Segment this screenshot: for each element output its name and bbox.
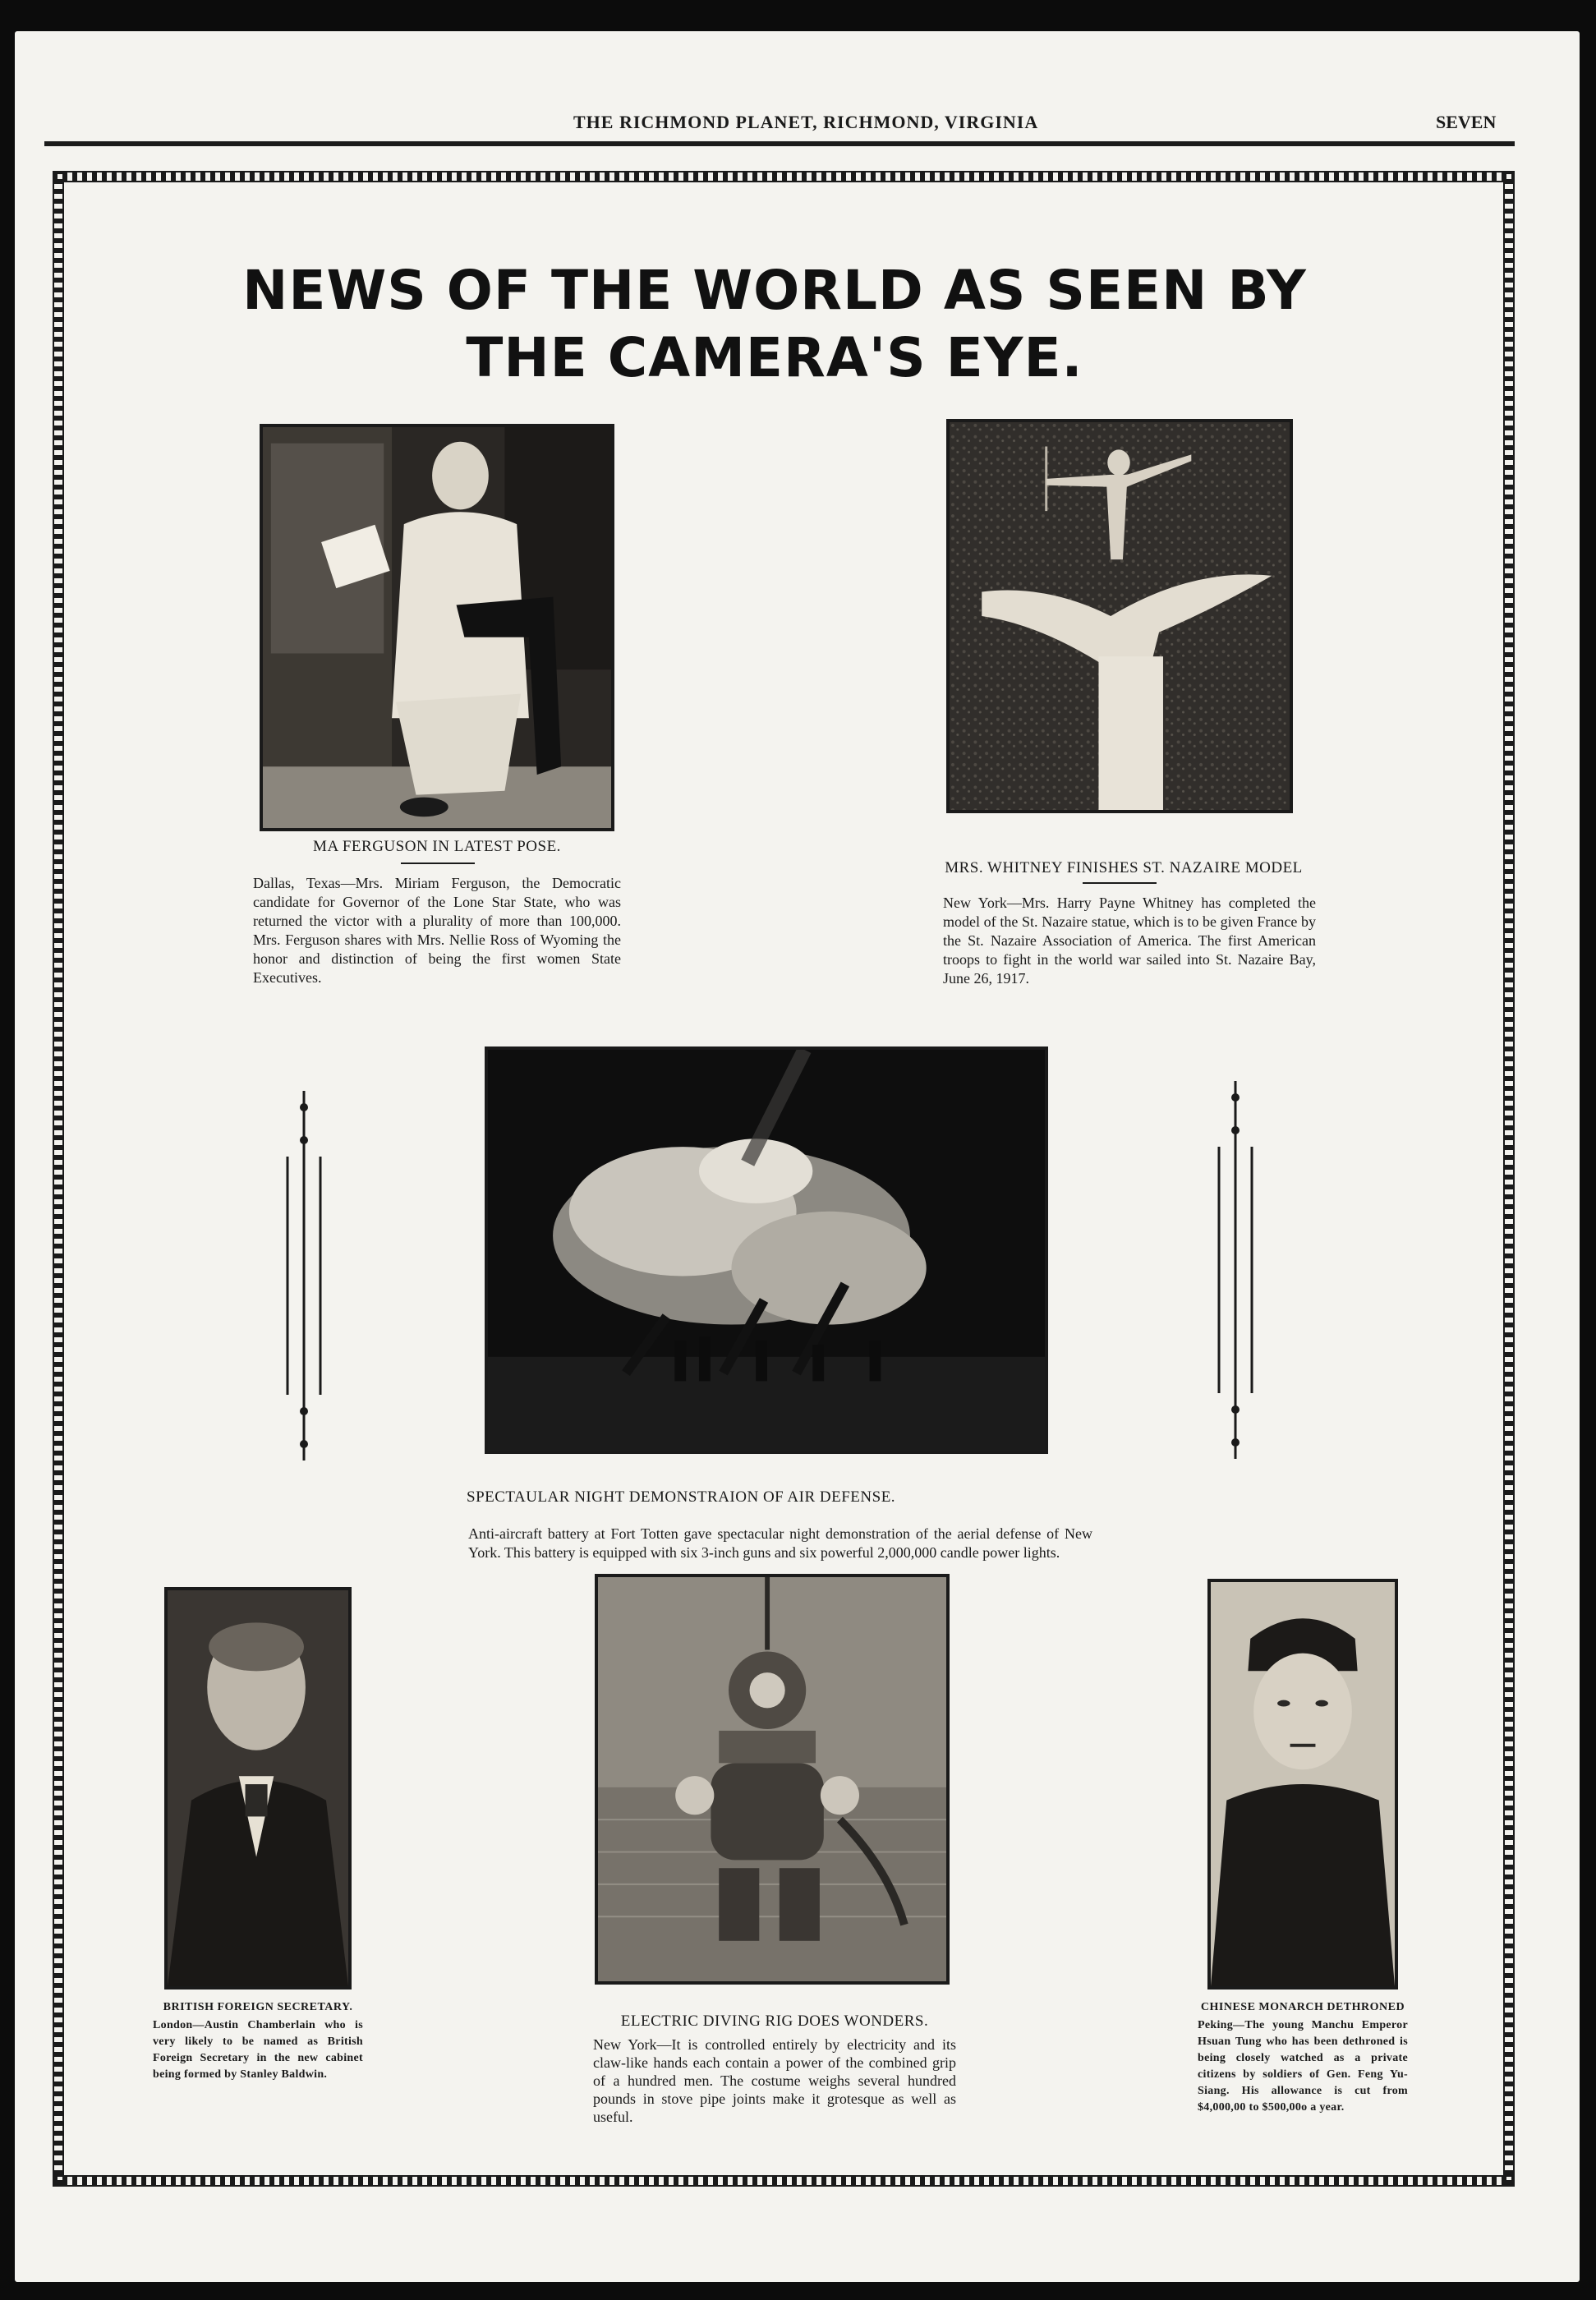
chamberlain-image bbox=[168, 1590, 348, 1986]
frame-right bbox=[1503, 171, 1515, 2185]
ferguson-photo bbox=[260, 424, 614, 831]
newspaper-page bbox=[15, 31, 1580, 2282]
page-headline bbox=[179, 257, 1370, 392]
air-defense-photo bbox=[485, 1046, 1048, 1454]
headline-line-2: THE CAMERA'S EYE. bbox=[466, 326, 1083, 389]
diving-rig-body: New York—It is controlled entirely by electricity and its claw-like hands each contain a power of the combined grip of a hundred men. The costume weighs several hundred pounds in stove pipe joints make it grotesque as well as useful. bbox=[593, 2036, 956, 2125]
chamberlain-photo bbox=[164, 1587, 352, 1990]
whitney-statue-image bbox=[950, 422, 1290, 810]
chamberlain-caption: BRITISH FOREIGN SECRETARY. bbox=[163, 2001, 353, 2013]
air-defense-caption: SPECTAULAR NIGHT DEMONSTRAION OF AIR DEFENSE. bbox=[467, 1488, 896, 1506]
right-ornament bbox=[1211, 1081, 1260, 1459]
ferguson-caption-rule bbox=[401, 862, 475, 864]
diving-rig-image bbox=[598, 1577, 946, 1981]
ferguson-body: Dallas, Texas—Mrs. Miriam Ferguson, the Democratic candidate for Governor of the Lone Star State, who was returned the victor with a plurality of more than 100,000. Mrs. Ferguson shares with Mrs. Nellie Ross of Wyoming the honor and distinction of being the first women State Executives. bbox=[253, 875, 621, 986]
air-defense-body: Anti-aircraft battery at Fort Totten gave spectacular night demonstration of the aerial defense of New York. This battery is equipped with six 3-inch guns and six powerful 2,000,000 candle power lights. bbox=[468, 1525, 1092, 1561]
diving-rig-caption: ELECTRIC DIVING RIG DOES WONDERS. bbox=[620, 2012, 929, 2030]
whitney-caption-rule bbox=[1083, 882, 1157, 884]
frame-left bbox=[53, 171, 64, 2185]
monarch-image bbox=[1211, 1582, 1395, 1986]
left-ornament bbox=[279, 1091, 329, 1460]
frame-bottom bbox=[53, 2175, 1515, 2187]
monarch-caption: CHINESE MONARCH DETHRONED bbox=[1200, 2001, 1405, 2013]
page-number: SEVEN bbox=[1436, 112, 1497, 132]
diving-rig-photo bbox=[595, 1574, 950, 1985]
masthead-title: THE RICHMOND PLANET, RICHMOND, VIRGINIA bbox=[573, 112, 1039, 132]
masthead-rule bbox=[44, 141, 1515, 146]
monarch-body: Peking—The young Manchu Emperor Hsuan Tung who has been dethroned is being closely watched as a private citizens by soldiers of Gen. Feng Yu-Siang. His allowance is cut from $4,000,00 to $500,00o a year. bbox=[1198, 2019, 1408, 2114]
monarch-photo bbox=[1207, 1579, 1398, 1990]
whitney-caption: MRS. WHITNEY FINISHES ST. NAZAIRE MODEL bbox=[945, 859, 1303, 876]
ferguson-photo-image bbox=[263, 427, 611, 828]
headline-line-1: NEWS OF THE WORLD AS SEEN BY bbox=[242, 259, 1307, 322]
ferguson-caption: MA FERGUSON IN LATEST POSE. bbox=[313, 838, 561, 855]
chamberlain-body: London—Austin Chamberlain who is very likely to be named as British Foreign Secretary in the new cabinet being formed by Stanley Baldwin. bbox=[153, 2019, 363, 2081]
whitney-statue-photo bbox=[946, 419, 1293, 813]
whitney-body: New York—Mrs. Harry Payne Whitney has completed the model of the St. Nazaire statue, which is to be given France by the St. Nazaire Association of America. The first American troops to fight in the world war sailed into St. Nazaire Bay, June 26, 1917. bbox=[943, 895, 1316, 987]
air-defense-image bbox=[488, 1050, 1045, 1451]
frame-top bbox=[53, 171, 1515, 182]
masthead bbox=[15, 112, 1580, 145]
